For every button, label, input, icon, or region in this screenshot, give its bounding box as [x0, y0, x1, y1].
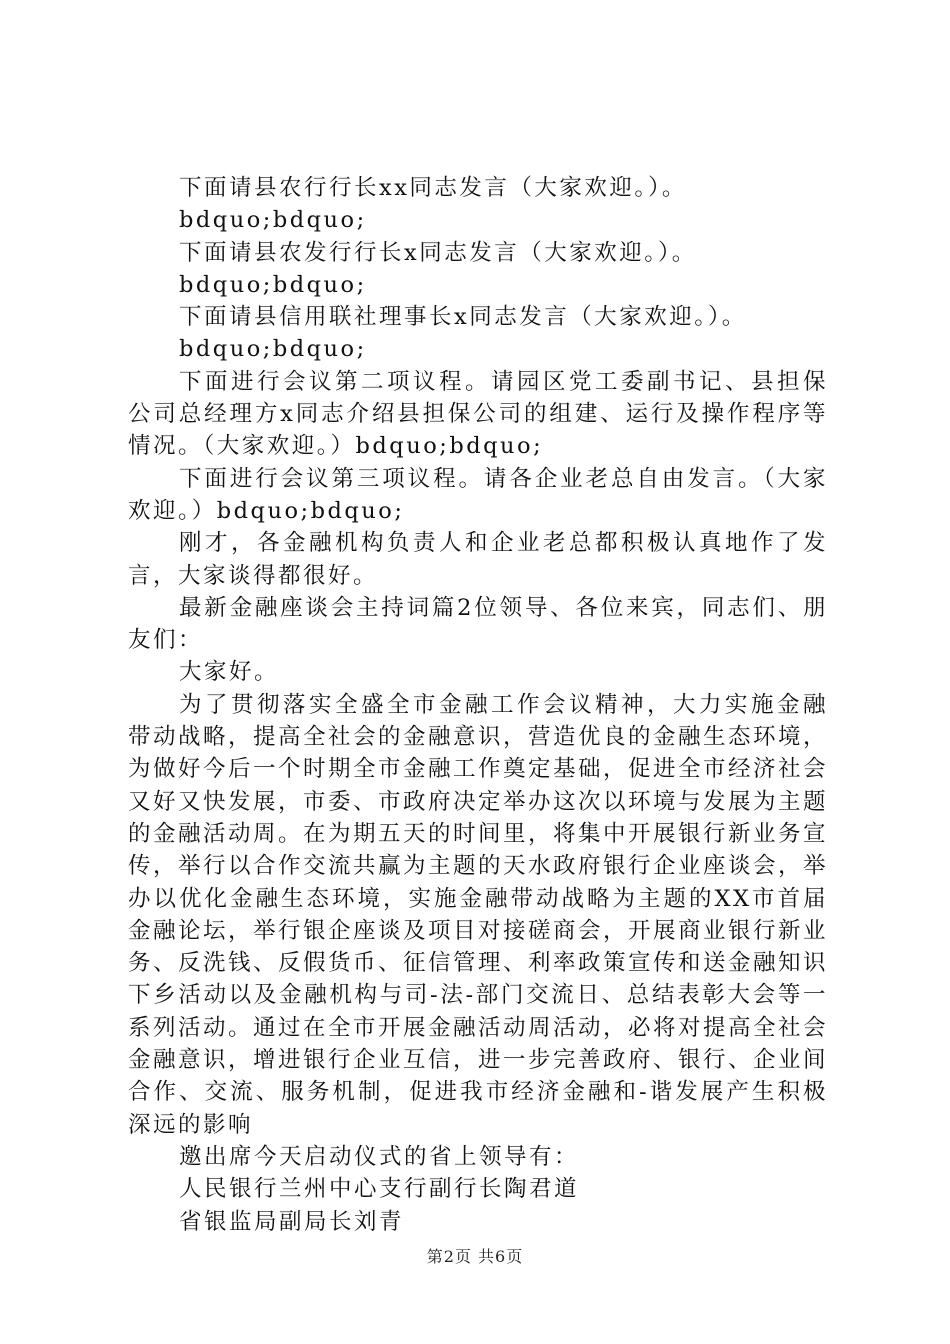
paragraph: 人民银行兰州中心支行副行长陶君道	[179, 1176, 580, 1203]
paragraph: 最新金融座谈会主持词篇2位领导、各位来宾，同志们、朋友们：	[128, 594, 828, 654]
paragraph: 为了贯彻落实全盛全市金融工作会议精神，大力实施金融带动战略，提高全社会的金融意识，营造优良的金融生态环境，为做好今后一个时期全市金融工作奠定基础，促进全市经济社会又好又快发展，市委、市政府决定举办这次以环境与发展为主题的金融活动周。在为期五天的时间里，将集中开展银行新业务宣传，举行以合作交流共赢为主题的天水政府银行企业座谈会，举办以优化金融生态环境，实施金融带动战略为主题的XX市首届金融论坛，举行银企座谈及项目对接磋商会，开展商业银行新业务、反洗钱、反假货币、征信管理、利率政策宣传和送金融知识下乡活动以及金融机构与司-法-部门交流日、总结表彰大会等一系列活动。通过在全市开展金融活动周活动，必将对提高全社会金融意识，增进银行企业互信，进一步完善政府、银行、企业间合作、交流、服务机制，促进我市经济金融和-谐发展产生积极深远的影响	[128, 691, 829, 1138]
paragraph: 下面进行会议第三项议程。请各企业老总自由发言。（大家欢迎。）bdquo;bdquo;	[128, 465, 828, 524]
paragraph: bdquo;bdquo;	[179, 336, 367, 363]
paragraph: bdquo;bdquo;	[179, 207, 367, 234]
paragraph: 下面请县农发行行长x同志发言（大家欢迎。）。	[179, 239, 697, 266]
document-body	[128, 172, 828, 1238]
paragraph: 省银监局副局长刘青	[179, 1208, 405, 1235]
page-number-footer: 第2页 共6页	[426, 1247, 524, 1266]
paragraph: 大家好。	[179, 659, 280, 686]
paragraph: 邀出席今天启动仪式的省上领导有：	[179, 1143, 580, 1170]
paragraph: 下面请县信用联社理事长x同志发言（大家欢迎。）。	[179, 304, 747, 331]
paragraph: 刚才，各金融机构负责人和企业老总都积极认真地作了发言，大家谈得都很好。	[128, 530, 828, 589]
paragraph: 下面请县农行行长xx同志发言（大家欢迎。）。	[179, 175, 687, 201]
paragraph: 下面进行会议第二项议程。请园区党工委副书记、县担保公司总经理方x同志介绍县担保公司的组建、运行及操作程序等情况。（大家欢迎。）bdquo;bdquo;	[128, 368, 828, 460]
paragraph: bdquo;bdquo;	[179, 271, 367, 298]
